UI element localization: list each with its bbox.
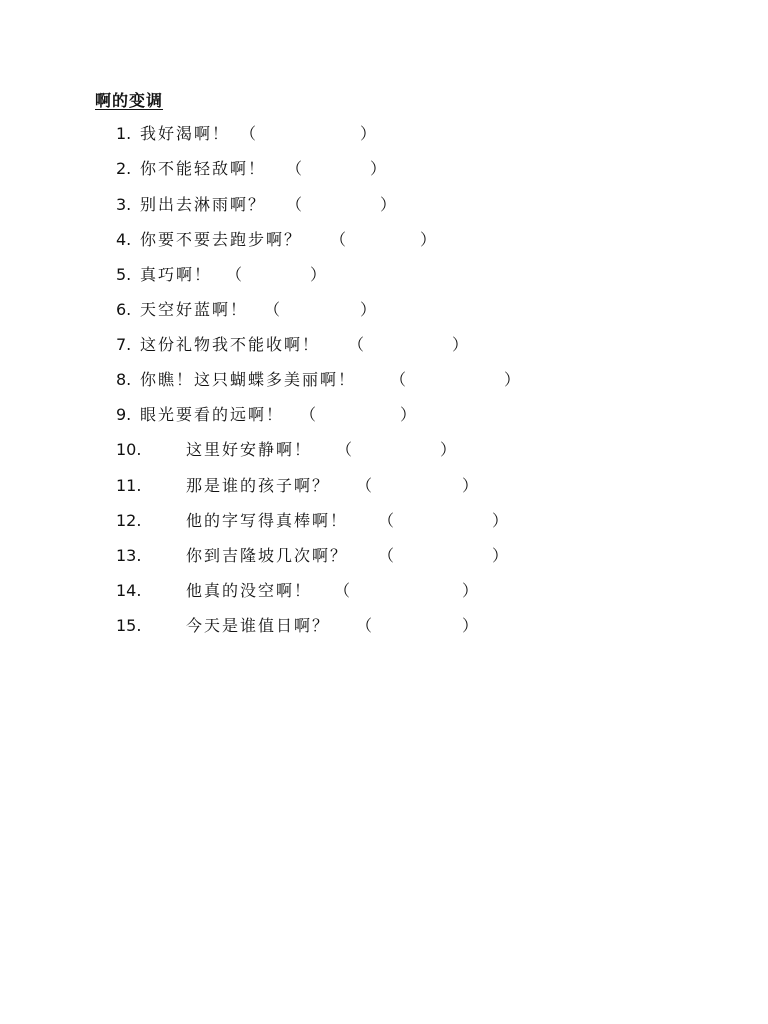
- answer-close-paren: ）: [360, 124, 377, 143]
- answer-open-paren: （: [378, 511, 395, 530]
- item-number: 6.: [116, 300, 132, 319]
- answer-close-paren: ）: [492, 511, 509, 530]
- answer-open-paren: （: [286, 159, 303, 178]
- answer-close-paren: ）: [462, 581, 479, 600]
- answer-close-paren: ）: [420, 230, 437, 249]
- item-sentence: 你要不要去跑步啊？: [140, 230, 303, 249]
- item-number: 2.: [116, 159, 132, 178]
- item-sentence: 他的字写得真棒啊！: [186, 511, 349, 530]
- item-sentence: 你到吉隆坡几次啊？: [186, 546, 349, 565]
- answer-close-paren: ）: [360, 300, 377, 319]
- answer-open-paren: （: [286, 195, 303, 214]
- answer-open-paren: （: [356, 616, 373, 635]
- item-number: 14.: [116, 581, 142, 600]
- item-number: 13.: [116, 546, 142, 565]
- item-number: 3.: [116, 195, 132, 214]
- answer-close-paren: ）: [452, 335, 469, 354]
- answer-open-paren: （: [240, 124, 257, 143]
- answer-open-paren: （: [264, 300, 281, 319]
- item-sentence: 天空好蓝啊！: [140, 300, 249, 319]
- item-sentence: 别出去淋雨啊？: [140, 195, 267, 214]
- answer-open-paren: （: [334, 581, 351, 600]
- item-sentence: 那是谁的孩子啊？: [186, 476, 331, 495]
- answer-close-paren: ）: [370, 159, 387, 178]
- item-number: 12.: [116, 511, 142, 530]
- item-number: 10.: [116, 440, 142, 459]
- answer-close-paren: ）: [492, 546, 509, 565]
- item-number: 4.: [116, 230, 132, 249]
- answer-open-paren: （: [378, 546, 395, 565]
- item-number: 9.: [116, 405, 132, 424]
- item-sentence: 你瞧！这只蝴蝶多美丽啊！: [140, 370, 357, 389]
- answer-open-paren: （: [336, 440, 353, 459]
- answer-close-paren: ）: [310, 265, 327, 284]
- item-sentence: 这份礼物我不能收啊！: [140, 335, 321, 354]
- item-sentence: 真巧啊！: [140, 265, 213, 284]
- item-number: 15.: [116, 616, 142, 635]
- item-number: 1.: [116, 124, 132, 143]
- item-number: 5.: [116, 265, 132, 284]
- worksheet-title: 啊的变调: [95, 91, 164, 110]
- item-number: 8.: [116, 370, 132, 389]
- item-number: 7.: [116, 335, 132, 354]
- answer-open-paren: （: [356, 476, 373, 495]
- item-sentence: 我好渴啊！: [140, 124, 231, 143]
- answer-close-paren: ）: [462, 476, 479, 495]
- answer-close-paren: ）: [462, 616, 479, 635]
- answer-open-paren: （: [330, 230, 347, 249]
- answer-open-paren: （: [390, 370, 407, 389]
- answer-open-paren: （: [226, 265, 243, 284]
- answer-close-paren: ）: [440, 440, 457, 459]
- item-sentence: 这里好安静啊！: [186, 440, 313, 459]
- answer-close-paren: ）: [380, 195, 397, 214]
- answer-close-paren: ）: [504, 370, 521, 389]
- item-sentence: 你不能轻敌啊！: [140, 159, 267, 178]
- item-number: 11.: [116, 476, 142, 495]
- answer-open-paren: （: [300, 405, 317, 424]
- item-sentence: 他真的没空啊！: [186, 581, 313, 600]
- item-sentence: 今天是谁值日啊？: [186, 616, 331, 635]
- answer-open-paren: （: [348, 335, 365, 354]
- item-sentence: 眼光要看的远啊！: [140, 405, 285, 424]
- answer-close-paren: ）: [400, 405, 417, 424]
